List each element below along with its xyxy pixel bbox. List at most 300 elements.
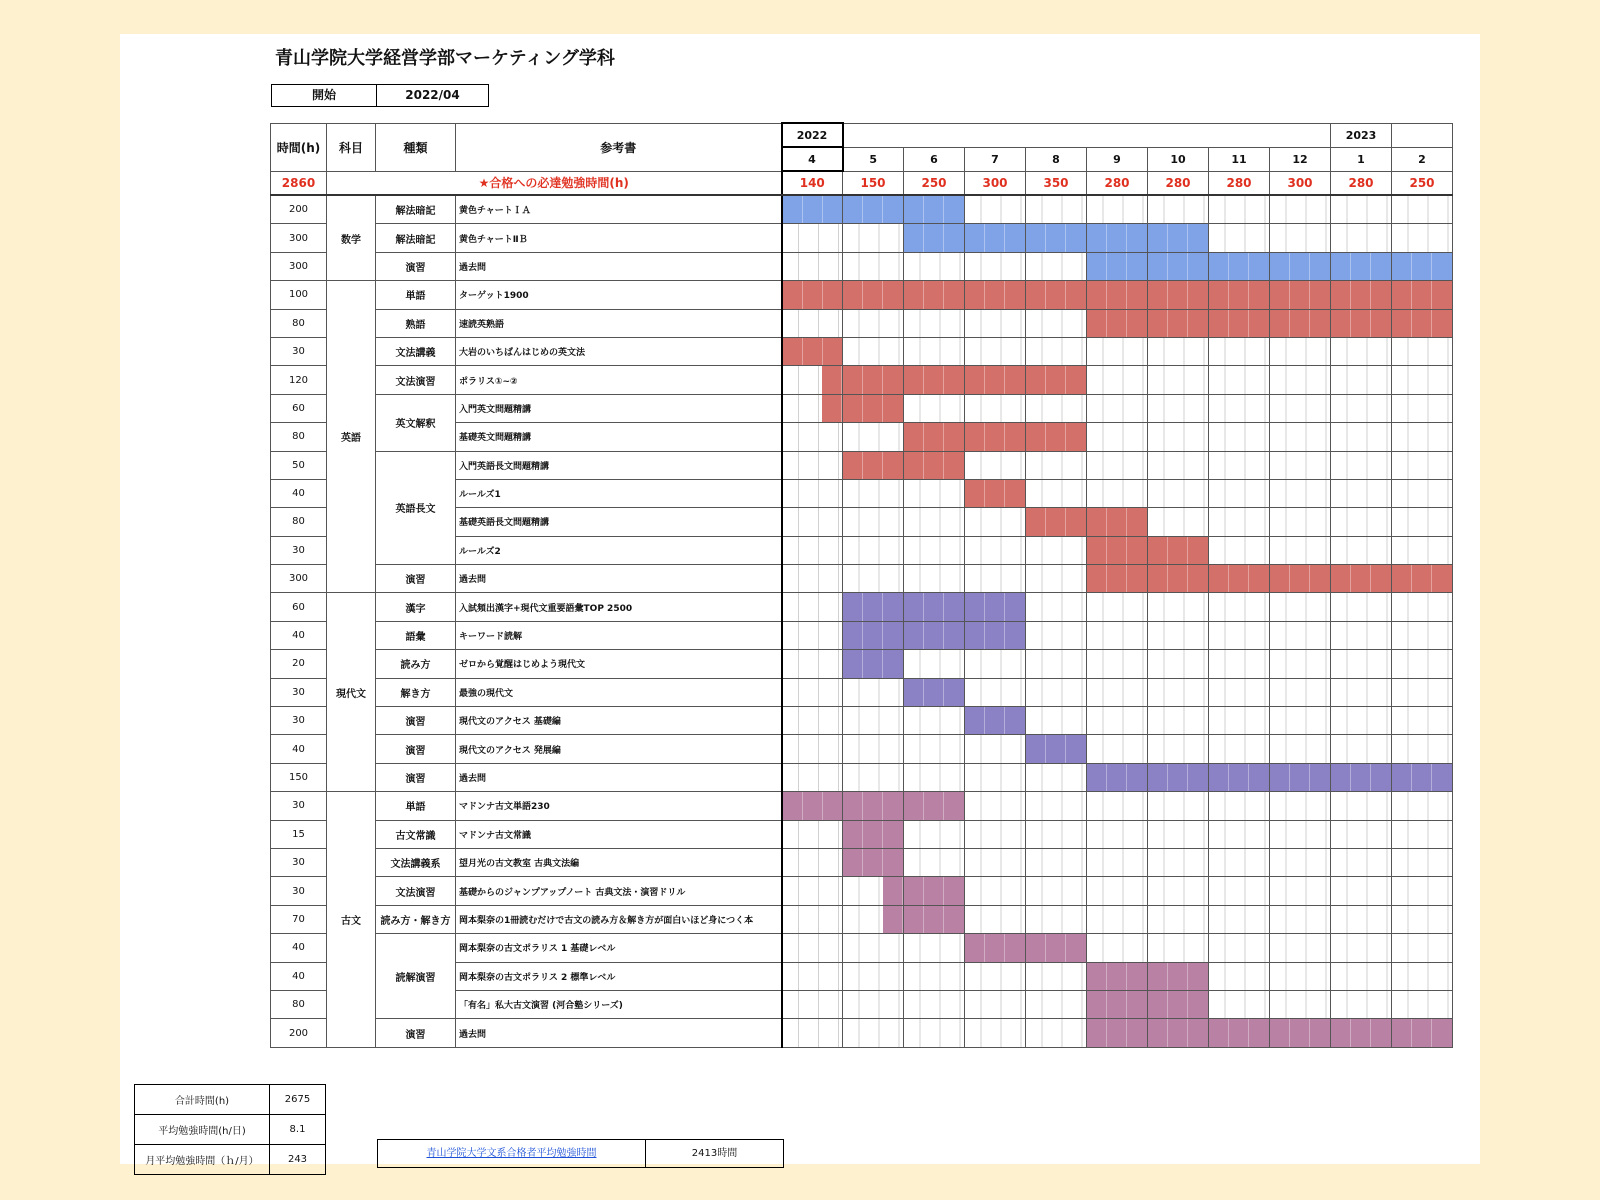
month-cell[interactable]	[1026, 565, 1087, 593]
month-cell[interactable]	[1270, 366, 1331, 394]
month-cell[interactable]	[1148, 990, 1209, 1018]
month-cell[interactable]	[1331, 735, 1392, 763]
month-cell[interactable]	[1270, 337, 1331, 365]
month-cell[interactable]	[1148, 479, 1209, 507]
month-cell[interactable]	[965, 735, 1026, 763]
month-cell[interactable]	[1148, 451, 1209, 479]
month-cell[interactable]	[782, 763, 843, 791]
month-cell[interactable]	[965, 366, 1026, 394]
month-cell[interactable]	[782, 848, 843, 876]
month-cell[interactable]	[1270, 309, 1331, 337]
month-cell[interactable]	[1148, 621, 1209, 649]
month-cell[interactable]	[1209, 451, 1270, 479]
month-cell[interactable]	[1026, 195, 1087, 224]
month-cell[interactable]	[1026, 423, 1087, 451]
month-cell[interactable]	[782, 792, 843, 820]
month-cell[interactable]	[1087, 877, 1148, 905]
month-cell[interactable]	[1026, 252, 1087, 280]
month-cell[interactable]	[1270, 650, 1331, 678]
month-cell[interactable]	[1148, 536, 1209, 564]
month-cell[interactable]	[965, 934, 1026, 962]
month-cell[interactable]	[1270, 621, 1331, 649]
month-cell[interactable]	[965, 848, 1026, 876]
month-cell[interactable]	[904, 934, 965, 962]
month-cell[interactable]	[904, 508, 965, 536]
month-cell[interactable]	[1270, 792, 1331, 820]
month-cell[interactable]	[1270, 423, 1331, 451]
month-cell[interactable]	[782, 990, 843, 1018]
month-cell[interactable]	[1270, 678, 1331, 706]
month-cell[interactable]	[1209, 934, 1270, 962]
month-cell[interactable]	[1087, 195, 1148, 224]
month-cell[interactable]	[904, 820, 965, 848]
month-cell[interactable]	[1026, 763, 1087, 791]
month-cell[interactable]	[1270, 593, 1331, 621]
month-cell[interactable]	[1392, 224, 1453, 252]
month-cell[interactable]	[843, 281, 904, 309]
month-cell[interactable]	[1331, 621, 1392, 649]
month-cell[interactable]	[904, 252, 965, 280]
month-cell[interactable]	[1331, 678, 1392, 706]
month-cell[interactable]	[1087, 707, 1148, 735]
month-cell[interactable]	[904, 423, 965, 451]
month-cell[interactable]	[965, 451, 1026, 479]
month-cell[interactable]	[1148, 735, 1209, 763]
month-cell[interactable]	[1270, 905, 1331, 933]
month-cell[interactable]	[1026, 451, 1087, 479]
month-cell[interactable]	[1087, 848, 1148, 876]
month-cell[interactable]	[1392, 934, 1453, 962]
month-cell[interactable]	[843, 621, 904, 649]
month-cell[interactable]	[1209, 792, 1270, 820]
month-cell[interactable]	[965, 394, 1026, 422]
month-cell[interactable]	[1270, 877, 1331, 905]
month-cell[interactable]	[1392, 337, 1453, 365]
month-cell[interactable]	[1209, 877, 1270, 905]
month-cell[interactable]	[904, 621, 965, 649]
month-cell[interactable]	[1148, 707, 1209, 735]
month-cell[interactable]	[1209, 990, 1270, 1018]
month-cell[interactable]	[782, 1019, 843, 1047]
month-cell[interactable]	[1209, 621, 1270, 649]
month-cell[interactable]	[1392, 195, 1453, 224]
month-cell[interactable]	[1087, 735, 1148, 763]
month-cell[interactable]	[1331, 565, 1392, 593]
month-cell[interactable]	[782, 423, 843, 451]
month-cell[interactable]	[1331, 224, 1392, 252]
month-cell[interactable]	[843, 309, 904, 337]
month-cell[interactable]	[1331, 366, 1392, 394]
month-cell[interactable]	[1270, 536, 1331, 564]
month-cell[interactable]	[843, 337, 904, 365]
month-cell[interactable]	[965, 309, 1026, 337]
month-cell[interactable]	[1087, 366, 1148, 394]
month-cell[interactable]	[904, 735, 965, 763]
month-cell[interactable]	[1087, 934, 1148, 962]
month-cell[interactable]	[782, 366, 843, 394]
month-cell[interactable]	[1209, 650, 1270, 678]
month-cell[interactable]	[1392, 1019, 1453, 1047]
month-cell[interactable]	[782, 479, 843, 507]
month-cell[interactable]	[1270, 224, 1331, 252]
month-cell[interactable]	[1087, 252, 1148, 280]
month-cell[interactable]	[782, 508, 843, 536]
month-cell[interactable]	[1209, 962, 1270, 990]
month-cell[interactable]	[1270, 479, 1331, 507]
month-cell[interactable]	[1392, 962, 1453, 990]
month-cell[interactable]	[904, 707, 965, 735]
month-cell[interactable]	[965, 707, 1026, 735]
month-cell[interactable]	[965, 792, 1026, 820]
month-cell[interactable]	[1087, 536, 1148, 564]
month-cell[interactable]	[843, 792, 904, 820]
month-cell[interactable]	[1331, 281, 1392, 309]
month-cell[interactable]	[1331, 195, 1392, 224]
month-cell[interactable]	[1331, 479, 1392, 507]
month-cell[interactable]	[1392, 792, 1453, 820]
month-cell[interactable]	[965, 905, 1026, 933]
month-cell[interactable]	[1026, 962, 1087, 990]
month-cell[interactable]	[904, 990, 965, 1018]
month-cell[interactable]	[965, 621, 1026, 649]
month-cell[interactable]	[1087, 451, 1148, 479]
month-cell[interactable]	[1087, 1019, 1148, 1047]
month-cell[interactable]	[1270, 990, 1331, 1018]
month-cell[interactable]	[843, 848, 904, 876]
month-cell[interactable]	[1148, 394, 1209, 422]
month-cell[interactable]	[1026, 337, 1087, 365]
month-cell[interactable]	[1270, 451, 1331, 479]
month-cell[interactable]	[1331, 848, 1392, 876]
month-cell[interactable]	[1087, 309, 1148, 337]
month-cell[interactable]	[843, 451, 904, 479]
month-cell[interactable]	[1148, 650, 1209, 678]
month-cell[interactable]	[843, 195, 904, 224]
month-cell[interactable]	[1026, 678, 1087, 706]
month-cell[interactable]	[1209, 252, 1270, 280]
month-cell[interactable]	[1392, 990, 1453, 1018]
month-cell[interactable]	[782, 593, 843, 621]
month-cell[interactable]	[1392, 763, 1453, 791]
month-cell[interactable]	[904, 337, 965, 365]
month-cell[interactable]	[965, 252, 1026, 280]
month-cell[interactable]	[1209, 763, 1270, 791]
month-cell[interactable]	[782, 337, 843, 365]
month-cell[interactable]	[1270, 508, 1331, 536]
month-cell[interactable]	[782, 309, 843, 337]
month-cell[interactable]	[782, 905, 843, 933]
month-cell[interactable]	[1331, 394, 1392, 422]
month-cell[interactable]	[1209, 394, 1270, 422]
month-cell[interactable]	[904, 309, 965, 337]
month-cell[interactable]	[904, 451, 965, 479]
month-cell[interactable]	[843, 423, 904, 451]
month-cell[interactable]	[1392, 423, 1453, 451]
month-cell[interactable]	[965, 423, 1026, 451]
month-cell[interactable]	[782, 224, 843, 252]
month-cell[interactable]	[843, 735, 904, 763]
month-cell[interactable]	[1087, 281, 1148, 309]
month-cell[interactable]	[843, 536, 904, 564]
month-cell[interactable]	[1148, 905, 1209, 933]
month-cell[interactable]	[1209, 735, 1270, 763]
month-cell[interactable]	[843, 366, 904, 394]
month-cell[interactable]	[1392, 565, 1453, 593]
month-cell[interactable]	[782, 934, 843, 962]
month-cell[interactable]	[1331, 252, 1392, 280]
month-cell[interactable]	[1087, 962, 1148, 990]
month-cell[interactable]	[1148, 366, 1209, 394]
month-cell[interactable]	[904, 848, 965, 876]
month-cell[interactable]	[904, 479, 965, 507]
month-cell[interactable]	[843, 1019, 904, 1047]
month-cell[interactable]	[965, 337, 1026, 365]
month-cell[interactable]	[782, 650, 843, 678]
month-cell[interactable]	[1392, 508, 1453, 536]
month-cell[interactable]	[1392, 479, 1453, 507]
month-cell[interactable]	[1270, 394, 1331, 422]
month-cell[interactable]	[1087, 394, 1148, 422]
month-cell[interactable]	[782, 877, 843, 905]
month-cell[interactable]	[1026, 848, 1087, 876]
month-cell[interactable]	[1331, 451, 1392, 479]
month-cell[interactable]	[1087, 479, 1148, 507]
month-cell[interactable]	[1148, 1019, 1209, 1047]
month-cell[interactable]	[1392, 593, 1453, 621]
month-cell[interactable]	[965, 1019, 1026, 1047]
month-cell[interactable]	[1392, 309, 1453, 337]
month-cell[interactable]	[1026, 394, 1087, 422]
month-cell[interactable]	[965, 990, 1026, 1018]
month-cell[interactable]	[843, 763, 904, 791]
month-cell[interactable]	[1087, 593, 1148, 621]
month-cell[interactable]	[1087, 792, 1148, 820]
month-cell[interactable]	[1209, 366, 1270, 394]
month-cell[interactable]	[1148, 508, 1209, 536]
month-cell[interactable]	[1392, 820, 1453, 848]
month-cell[interactable]	[1392, 394, 1453, 422]
month-cell[interactable]	[843, 707, 904, 735]
month-cell[interactable]	[965, 763, 1026, 791]
month-cell[interactable]	[843, 990, 904, 1018]
month-cell[interactable]	[1270, 848, 1331, 876]
month-cell[interactable]	[904, 281, 965, 309]
month-cell[interactable]	[1270, 763, 1331, 791]
month-cell[interactable]	[782, 707, 843, 735]
month-cell[interactable]	[782, 281, 843, 309]
month-cell[interactable]	[1270, 1019, 1331, 1047]
month-cell[interactable]	[1209, 678, 1270, 706]
month-cell[interactable]	[1087, 650, 1148, 678]
month-cell[interactable]	[1392, 678, 1453, 706]
month-cell[interactable]	[1087, 621, 1148, 649]
month-cell[interactable]	[1331, 877, 1392, 905]
month-cell[interactable]	[843, 962, 904, 990]
month-cell[interactable]	[1026, 820, 1087, 848]
month-cell[interactable]	[904, 905, 965, 933]
month-cell[interactable]	[1148, 678, 1209, 706]
month-cell[interactable]	[1209, 536, 1270, 564]
month-cell[interactable]	[904, 593, 965, 621]
month-cell[interactable]	[843, 678, 904, 706]
month-cell[interactable]	[1148, 195, 1209, 224]
month-cell[interactable]	[965, 593, 1026, 621]
month-cell[interactable]	[1026, 707, 1087, 735]
month-cell[interactable]	[782, 394, 843, 422]
month-cell[interactable]	[1148, 877, 1209, 905]
month-cell[interactable]	[782, 536, 843, 564]
month-cell[interactable]	[1209, 423, 1270, 451]
month-cell[interactable]	[965, 508, 1026, 536]
month-cell[interactable]	[1331, 309, 1392, 337]
month-cell[interactable]	[1026, 990, 1087, 1018]
month-cell[interactable]	[782, 565, 843, 593]
month-cell[interactable]	[1148, 593, 1209, 621]
month-cell[interactable]	[1331, 905, 1392, 933]
month-cell[interactable]	[1026, 224, 1087, 252]
month-cell[interactable]	[965, 820, 1026, 848]
month-cell[interactable]	[843, 650, 904, 678]
month-cell[interactable]	[1331, 593, 1392, 621]
month-cell[interactable]	[843, 820, 904, 848]
month-cell[interactable]	[1087, 820, 1148, 848]
month-cell[interactable]	[1392, 848, 1453, 876]
month-cell[interactable]	[782, 735, 843, 763]
month-cell[interactable]	[1331, 990, 1392, 1018]
month-cell[interactable]	[782, 195, 843, 224]
month-cell[interactable]	[782, 962, 843, 990]
month-cell[interactable]	[1087, 337, 1148, 365]
month-cell[interactable]	[1331, 1019, 1392, 1047]
month-cell[interactable]	[1087, 224, 1148, 252]
month-cell[interactable]	[1270, 565, 1331, 593]
month-cell[interactable]	[1148, 281, 1209, 309]
month-cell[interactable]	[1331, 337, 1392, 365]
month-cell[interactable]	[965, 565, 1026, 593]
month-cell[interactable]	[1209, 281, 1270, 309]
month-cell[interactable]	[1270, 252, 1331, 280]
month-cell[interactable]	[904, 1019, 965, 1047]
month-cell[interactable]	[1331, 508, 1392, 536]
month-cell[interactable]	[1026, 281, 1087, 309]
month-cell[interactable]	[1392, 905, 1453, 933]
month-cell[interactable]	[965, 962, 1026, 990]
month-cell[interactable]	[1209, 309, 1270, 337]
month-cell[interactable]	[965, 536, 1026, 564]
month-cell[interactable]	[1026, 536, 1087, 564]
reference-link[interactable]: 青山学院大学文系合格者平均勉強時間	[378, 1140, 646, 1167]
month-cell[interactable]	[904, 536, 965, 564]
month-cell[interactable]	[1087, 423, 1148, 451]
month-cell[interactable]	[1026, 479, 1087, 507]
month-cell[interactable]	[1087, 905, 1148, 933]
month-cell[interactable]	[1148, 337, 1209, 365]
month-cell[interactable]	[782, 820, 843, 848]
month-cell[interactable]	[843, 479, 904, 507]
month-cell[interactable]	[1026, 508, 1087, 536]
month-cell[interactable]	[1270, 934, 1331, 962]
month-cell[interactable]	[965, 224, 1026, 252]
month-cell[interactable]	[1209, 707, 1270, 735]
month-cell[interactable]	[1148, 934, 1209, 962]
month-cell[interactable]	[904, 962, 965, 990]
month-cell[interactable]	[904, 650, 965, 678]
month-cell[interactable]	[1026, 905, 1087, 933]
month-cell[interactable]	[904, 565, 965, 593]
month-cell[interactable]	[1148, 565, 1209, 593]
month-cell[interactable]	[1026, 650, 1087, 678]
month-cell[interactable]	[843, 508, 904, 536]
month-cell[interactable]	[1392, 451, 1453, 479]
month-cell[interactable]	[1392, 281, 1453, 309]
month-cell[interactable]	[1209, 820, 1270, 848]
month-cell[interactable]	[1148, 252, 1209, 280]
month-cell[interactable]	[843, 934, 904, 962]
month-cell[interactable]	[904, 877, 965, 905]
month-cell[interactable]	[843, 224, 904, 252]
month-cell[interactable]	[1087, 565, 1148, 593]
month-cell[interactable]	[1087, 990, 1148, 1018]
month-cell[interactable]	[1087, 678, 1148, 706]
month-cell[interactable]	[1331, 763, 1392, 791]
month-cell[interactable]	[965, 479, 1026, 507]
month-cell[interactable]	[1392, 536, 1453, 564]
month-cell[interactable]	[965, 877, 1026, 905]
month-cell[interactable]	[1331, 934, 1392, 962]
month-cell[interactable]	[1148, 848, 1209, 876]
month-cell[interactable]	[1270, 962, 1331, 990]
month-cell[interactable]	[1026, 877, 1087, 905]
month-cell[interactable]	[965, 650, 1026, 678]
month-cell[interactable]	[1392, 877, 1453, 905]
month-cell[interactable]	[1209, 337, 1270, 365]
month-cell[interactable]	[1209, 508, 1270, 536]
month-cell[interactable]	[1209, 905, 1270, 933]
month-cell[interactable]	[1148, 792, 1209, 820]
month-cell[interactable]	[1148, 309, 1209, 337]
month-cell[interactable]	[843, 593, 904, 621]
month-cell[interactable]	[1026, 309, 1087, 337]
month-cell[interactable]	[904, 678, 965, 706]
month-cell[interactable]	[904, 792, 965, 820]
month-cell[interactable]	[1392, 621, 1453, 649]
month-cell[interactable]	[1209, 593, 1270, 621]
month-cell[interactable]	[782, 678, 843, 706]
month-cell[interactable]	[965, 195, 1026, 224]
month-cell[interactable]	[1148, 423, 1209, 451]
month-cell[interactable]	[1392, 366, 1453, 394]
month-cell[interactable]	[1331, 650, 1392, 678]
month-cell[interactable]	[965, 678, 1026, 706]
month-cell[interactable]	[1026, 366, 1087, 394]
month-cell[interactable]	[1392, 707, 1453, 735]
month-cell[interactable]	[1270, 707, 1331, 735]
month-cell[interactable]	[1148, 962, 1209, 990]
month-cell[interactable]	[1331, 820, 1392, 848]
month-cell[interactable]	[843, 877, 904, 905]
month-cell[interactable]	[904, 195, 965, 224]
month-cell[interactable]	[843, 905, 904, 933]
month-cell[interactable]	[1087, 508, 1148, 536]
month-cell[interactable]	[1148, 820, 1209, 848]
month-cell[interactable]	[1331, 962, 1392, 990]
month-cell[interactable]	[1392, 650, 1453, 678]
month-cell[interactable]	[1209, 479, 1270, 507]
month-cell[interactable]	[1148, 224, 1209, 252]
month-cell[interactable]	[904, 394, 965, 422]
month-cell[interactable]	[1270, 820, 1331, 848]
month-cell[interactable]	[1392, 735, 1453, 763]
